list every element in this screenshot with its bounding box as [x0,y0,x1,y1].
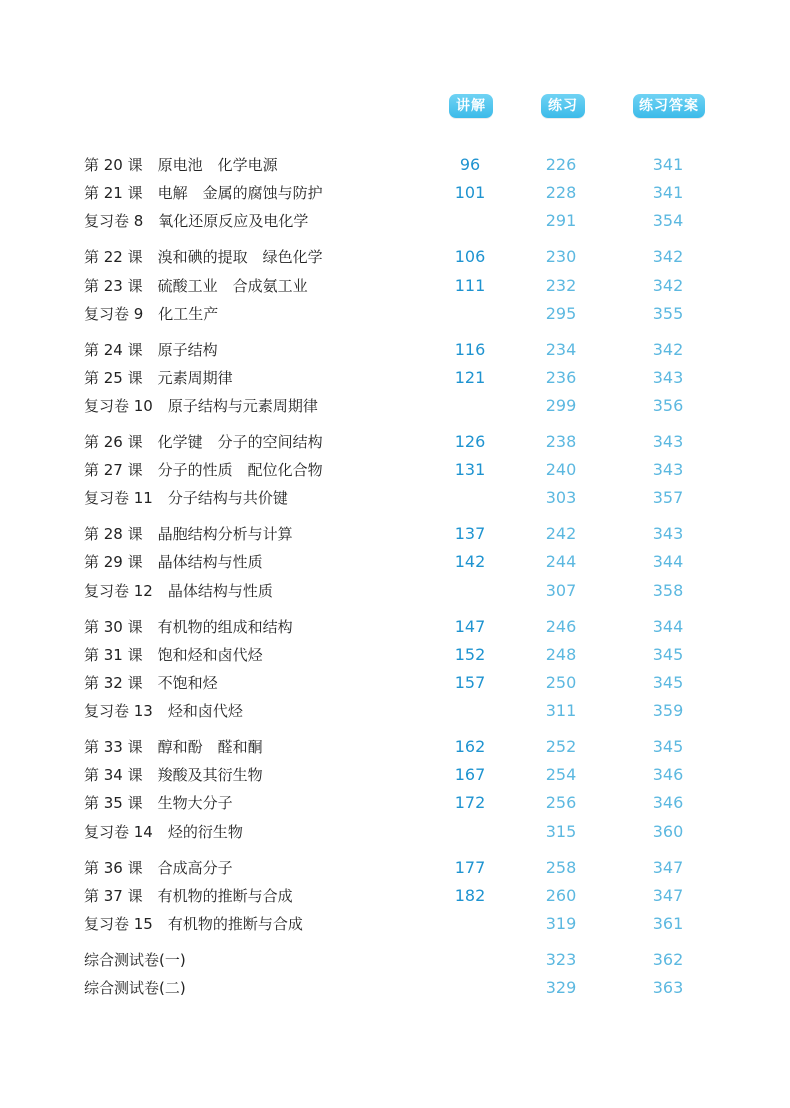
answers-page-number: 345 [652,737,684,756]
toc-entry-title: 复习卷 13 烃和卤代烃 [84,702,243,721]
toc-entry-title: 复习卷 12 晶体结构与性质 [84,581,273,600]
practice-column-badge: 练习 [541,94,585,118]
toc-entry-title: 复习卷 10 原子结构与元素周期律 [84,397,318,415]
lecture-page-number: 131 [454,460,486,480]
toc-row[interactable] [0,243,790,271]
practice-page-number: 307 [545,580,577,600]
lecture-page-number: 137 [454,524,486,544]
practice-page-number: 248 [545,644,577,664]
lecture-page-number: 96 [459,155,481,174]
toc-entry-title: 第 37 课 有机物的推断与合成 [84,886,293,905]
practice-page-number: 323 [545,949,577,969]
toc-entry-title: 第 28 课 晶胞结构分析与计算 [84,525,293,544]
practice-page-number: 260 [545,885,577,905]
toc-row[interactable] [0,697,790,725]
toc-entry-title: 第 36 课 合成高分子 [84,858,233,877]
toc-row[interactable] [0,151,790,179]
lecture-page-number: 111 [454,275,486,295]
toc-row[interactable] [0,577,790,605]
lecture-page-number: 162 [454,737,486,756]
practice-page-number: 295 [545,303,577,323]
lecture-page-number: 177 [454,857,486,877]
toc-row[interactable] [0,789,790,817]
answers-page-number: 342 [652,247,684,267]
toc-row[interactable] [0,882,790,910]
toc-entry-title: 复习卷 8 氧化还原反应及电化学 [84,212,309,231]
toc-entry-title: 第 34 课 羧酸及其衍生物 [84,766,263,785]
toc-entry-title: 第 26 课 化学键 分子的空间结构 [84,432,323,451]
lecture-page-number: 167 [454,765,486,785]
toc-entry-title: 第 30 课 有机物的组成和结构 [84,617,293,636]
lecture-page-number: 126 [454,431,486,451]
answers-page-number: 345 [652,672,684,692]
toc-row[interactable] [0,761,790,789]
answers-page-number: 341 [652,183,684,203]
toc-entry-title: 复习卷 9 化工生产 [84,304,219,323]
answers-page-number: 355 [652,303,684,323]
practice-page-number: 303 [545,488,577,508]
toc-entry-title: 综合测试卷(一) [84,950,186,969]
practice-page-number: 228 [545,183,577,203]
toc-entry-title: 第 21 课 电解 金属的腐蚀与防护 [84,184,323,203]
answers-page-number: 362 [652,949,684,969]
answers-page-number: 358 [652,580,684,600]
toc-entry-title: 第 24 课 原子结构 [84,340,218,359]
practice-page-number: 311 [545,701,577,721]
answers-page-number: 354 [652,211,684,231]
lecture-page-number: 116 [454,339,486,359]
toc-entry-title: 第 33 课 醇和酚 醛和酮 [84,738,263,756]
answers-page-number: 344 [652,616,684,636]
practice-page-number: 256 [545,793,577,813]
answers-page-number: 357 [652,488,684,508]
practice-page-number: 246 [545,616,577,636]
answers-page-number: 359 [652,701,684,721]
answers-page-number: 347 [652,857,684,877]
practice-page-number: 250 [545,672,577,692]
column-header [0,94,790,120]
practice-page-number: 226 [545,155,577,174]
toc-row[interactable] [0,300,790,328]
toc-row[interactable] [0,428,790,456]
toc-entry-title: 第 23 课 硫酸工业 合成氨工业 [84,276,308,295]
toc-entry-title: 第 35 课 生物大分子 [84,794,233,813]
answers-page-number: 360 [652,821,684,841]
practice-page-number: 319 [545,913,577,933]
toc-row[interactable] [0,520,790,548]
toc-row[interactable] [0,548,790,576]
practice-page-number: 299 [545,396,577,415]
toc-row[interactable] [0,946,790,974]
lecture-page-number: 101 [454,183,486,203]
toc-row[interactable] [0,910,790,938]
practice-page-number: 232 [545,275,577,295]
answers-page-number: 343 [652,460,684,480]
lecture-page-number: 157 [454,672,486,692]
answers-page-number: 341 [652,155,684,174]
lecture-page-number: 172 [454,793,486,813]
practice-page-number: 315 [545,821,577,841]
toc-entry-title: 复习卷 11 分子结构与共价键 [84,489,288,508]
answers-page-number: 342 [652,275,684,295]
toc-row[interactable] [0,641,790,669]
toc-entry-title: 第 20 课 原电池 化学电源 [84,156,278,174]
toc-row[interactable] [0,392,790,420]
toc-row[interactable] [0,272,790,300]
toc-row[interactable] [0,733,790,761]
practice-page-number: 252 [545,737,577,756]
toc-entry-title: 第 27 课 分子的性质 配位化合物 [84,461,323,480]
answers-page-number: 343 [652,367,684,387]
toc-row[interactable] [0,207,790,235]
toc-entry-title: 复习卷 14 烃的衍生物 [84,822,243,841]
lecture-page-number: 142 [454,552,486,572]
lecture-page-number: 121 [454,367,486,387]
toc-row[interactable] [0,818,790,846]
toc-row[interactable] [0,484,790,512]
lecture-page-number: 147 [454,616,486,636]
practice-page-number: 236 [545,367,577,387]
answers-page-number: 346 [652,765,684,785]
answers-page-number: 361 [652,913,684,933]
toc-entry-title: 第 22 课 溴和碘的提取 绿色化学 [84,248,323,267]
lecture-page-number: 152 [454,644,486,664]
toc-entry-title: 第 29 课 晶体结构与性质 [84,553,263,572]
toc-entry-title: 第 31 课 饱和烃和卤代烃 [84,645,263,664]
toc-row[interactable] [0,613,790,641]
practice-page-number: 244 [545,552,577,572]
toc-row[interactable] [0,974,790,1002]
answers-page-number: 343 [652,524,684,544]
answers-page-number: 363 [652,978,684,997]
lecture-column-badge: 讲解 [449,94,493,118]
practice-page-number: 240 [545,460,577,480]
practice-page-number: 234 [545,339,577,359]
toc-row[interactable] [0,336,790,364]
practice-page-number: 329 [545,978,577,997]
practice-page-number: 230 [545,247,577,267]
toc-row[interactable] [0,669,790,697]
toc-entry-title: 第 25 课 元素周期律 [84,368,233,387]
lecture-page-number: 106 [454,247,486,267]
toc-entry-title: 综合测试卷(二) [84,979,186,997]
practice-page-number: 238 [545,431,577,451]
answers-page-number: 347 [652,885,684,905]
answers-page-number: 345 [652,644,684,664]
toc-row[interactable] [0,456,790,484]
lecture-page-number: 182 [454,885,486,905]
toc-row[interactable] [0,179,790,207]
answers-page-number: 344 [652,552,684,572]
toc-row[interactable] [0,364,790,392]
practice-page-number: 254 [545,765,577,785]
practice-page-number: 242 [545,524,577,544]
toc-entry-title: 复习卷 15 有机物的推断与合成 [84,914,303,933]
toc-entry-title: 第 32 课 不饱和烃 [84,673,218,692]
practice-page-number: 258 [545,857,577,877]
answers-page-number: 343 [652,431,684,451]
answers-page-number: 346 [652,793,684,813]
answers-page-number: 342 [652,339,684,359]
answers-page-number: 356 [652,396,684,415]
toc-row[interactable] [0,854,790,882]
practice-page-number: 291 [545,211,577,231]
answers-column-badge: 练习答案 [633,94,705,118]
